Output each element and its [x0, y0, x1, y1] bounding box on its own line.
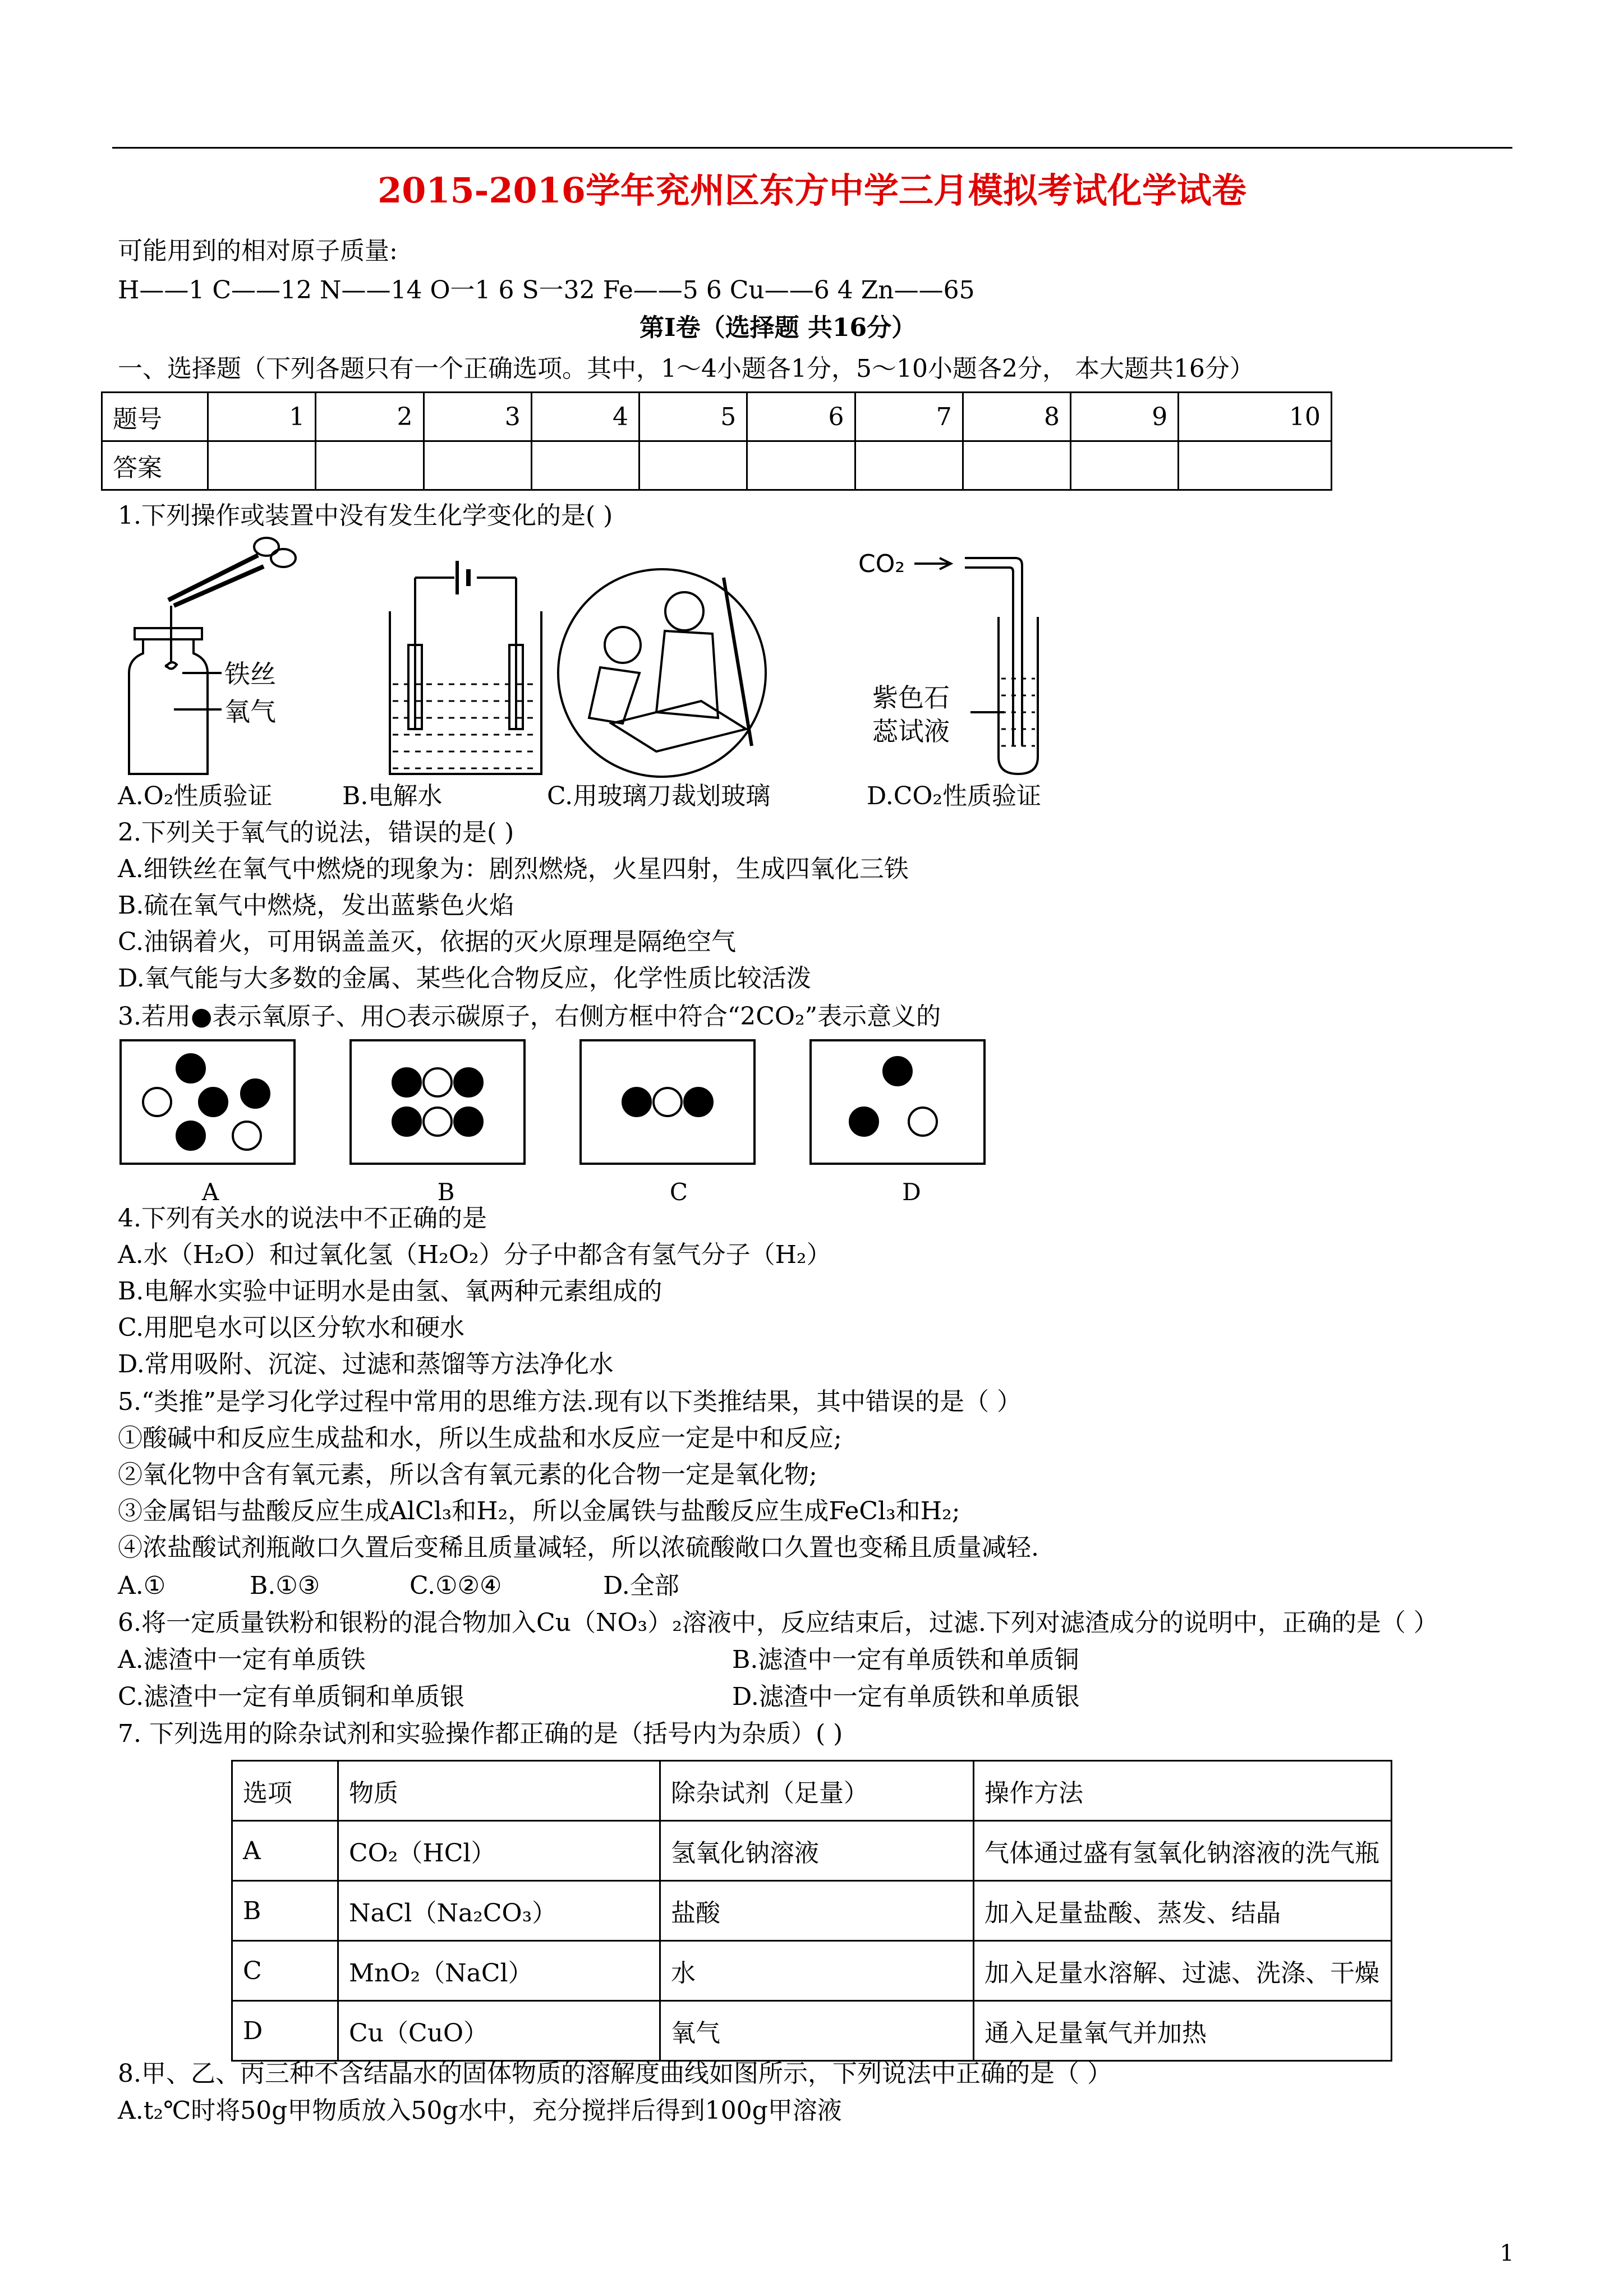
- q8-stem: 8.甲、乙、丙三种不含结晶水的固体物质的溶解度曲线如图所示，下列说法中正确的是（ ）: [118, 2059, 1112, 2088]
- box-label-b: B: [437, 1178, 455, 1206]
- q5-option-d: D.全部: [603, 1571, 679, 1600]
- q2-stem: 2.下列关于氧气的说法，错误的是( ): [118, 818, 514, 847]
- q6-option-a: A.滤渣中一定有单质铁: [118, 1645, 366, 1674]
- q1-option-d: D.CO₂性质验证: [867, 782, 1042, 810]
- q1-figures: [118, 533, 1071, 780]
- table-cell: CO₂（HCl）: [338, 1821, 660, 1881]
- question-number: 6: [747, 393, 855, 441]
- table-cell: Cu（CuO）: [338, 2001, 660, 2061]
- q1-stem: 1.下列操作或装置中没有发生化学变化的是( ): [118, 501, 613, 530]
- label-tiesi: 铁丝: [224, 659, 276, 689]
- question-number: 9: [1071, 393, 1179, 441]
- answer-cell[interactable]: [747, 441, 855, 490]
- q5-stem: 5.“类推”是学习化学过程中常用的思维方法.现有以下类推结果，其中错误的是（ ）: [118, 1387, 1022, 1416]
- q2-option-c: C.油锅着火，可用锅盖盖灭，依据的灭火原理是隔绝空气: [118, 928, 737, 956]
- answer-cell[interactable]: [208, 441, 316, 490]
- answer-cell[interactable]: [424, 441, 531, 490]
- table-cell: NaCl（Na₂CO₃）: [338, 1881, 660, 1941]
- q5-option-b: B.①③: [250, 1571, 320, 1600]
- table-row: [232, 1941, 1392, 2001]
- answer-cell[interactable]: [1179, 441, 1332, 490]
- label-yangqi: 氧气: [224, 697, 276, 727]
- table-cell: 水: [660, 1941, 974, 2001]
- q4-option-b: B.电解水实验中证明水是由氢、氧两种元素组成的: [118, 1277, 663, 1306]
- table-cell: B: [232, 1881, 338, 1941]
- question-number: 3: [424, 393, 531, 441]
- table-cell: 加入足量水溶解、过滤、洗涤、干燥: [974, 1941, 1392, 2001]
- answer-table-header: 题号: [102, 393, 208, 441]
- q8-option-a: A.t₂℃时将50g甲物质放入50g水中，充分搅拌后得到100g甲溶液: [118, 2096, 842, 2125]
- q7-stem: 7. 下列选用的除杂试剂和实验操作都正确的是（括号内为杂质）( ): [118, 1719, 843, 1748]
- box-label-d: D: [902, 1178, 921, 1206]
- q5-option-a: A.①: [118, 1571, 166, 1600]
- question-number: 2: [316, 393, 424, 441]
- table-cell: 盐酸: [660, 1881, 974, 1941]
- electrolysis-figure: [390, 561, 541, 774]
- q6-option-b: B.滤渣中一定有单质铁和单质铜: [732, 1645, 1079, 1674]
- table-cell: 氧气: [660, 2001, 974, 2061]
- q1-option-a: A.O₂性质验证: [118, 782, 273, 810]
- box-label-c: C: [669, 1178, 688, 1206]
- atomic-mass-label: 可能用到的相对原子质量:: [118, 237, 398, 265]
- page-number: 1: [1499, 2240, 1514, 2266]
- table-row: [232, 2001, 1392, 2061]
- q4-option-c: C.用肥皂水可以区分软水和硬水: [118, 1313, 465, 1342]
- q5-item-4: ④浓盐酸试剂瓶敞口久置后变稀且质量减轻，所以浓硫酸敞口久置也变稀且质量减轻.: [118, 1533, 1039, 1562]
- q2-option-d: D.氧气能与大多数的金属、某些化合物反应，化学性质比较活泼: [118, 964, 811, 993]
- table-row: [232, 1821, 1392, 1881]
- table-cell: 加入足量盐酸、蒸发、结晶: [974, 1881, 1392, 1941]
- top-rule: [112, 147, 1512, 149]
- molecule-box-b: [351, 1040, 525, 1164]
- answer-cell[interactable]: [855, 441, 963, 490]
- section-heading: 一、选择题（下列各题只有一个正确选项。其中，1～4小题各1分，5～10小题各2分， 本大题共16分）: [118, 354, 1254, 383]
- question-number: 4: [531, 393, 639, 441]
- table-header-cell: 除杂试剂（足量）: [660, 1761, 974, 1821]
- label-shirui2: 蕊试液: [872, 716, 950, 746]
- label-shirui: 紫色石: [872, 683, 950, 713]
- table-cell: D: [232, 2001, 338, 2061]
- glass-cutting-figure: [558, 569, 766, 777]
- table-header-cell: 选项: [232, 1761, 338, 1821]
- question-number: 5: [640, 393, 747, 441]
- exam-title: 2015-2016学年兖州区东方中学三月模拟考试化学试卷: [378, 170, 1246, 211]
- q1-option-b: B.电解水: [342, 782, 443, 810]
- oxygen-bottle-figure: [129, 538, 296, 774]
- table-cell: C: [232, 1941, 338, 2001]
- q5-item-3: ③金属铝与盐酸反应生成AlCl₃和H₂，所以金属铁与盐酸反应生成FeCl₃和H₂;: [118, 1497, 960, 1525]
- q6-stem: 6.将一定质量铁粉和银粉的混合物加入Cu（NO₃）₂溶液中，反应结束后，过滤.下列对滤渣成分的说明中，正确的是（ ）: [118, 1608, 1438, 1637]
- question-number: 8: [963, 393, 1070, 441]
- q4-option-a: A.水（H₂O）和过氧化氢（H₂O₂）分子中都含有氢气分子（H₂）: [118, 1241, 831, 1269]
- q2-option-b: B.硫在氧气中燃烧，发出蓝紫色火焰: [118, 891, 514, 920]
- box-label-a: A: [201, 1178, 219, 1206]
- q3-stem: 3.若用●表示氧原子、用○表示碳原子，右侧方框中符合“2CO₂”表示意义的: [118, 1002, 941, 1031]
- q3-molecule-boxes: [115, 1038, 1102, 1228]
- table-row: [232, 1881, 1392, 1941]
- part-heading: 第Ⅰ卷（选择题 共16分）: [640, 313, 917, 342]
- q4-stem: 4.下列有关水的说法中不正确的是: [118, 1204, 487, 1233]
- label-co2: CO₂: [858, 550, 905, 578]
- table-header-cell: 物质: [338, 1761, 660, 1821]
- table-header-cell: 操作方法: [974, 1761, 1392, 1821]
- q2-option-a: A.细铁丝在氧气中燃烧的现象为：剧烈燃烧，火星四射，生成四氧化三铁: [118, 855, 909, 883]
- purification-table: [231, 1760, 1392, 2062]
- answer-cell[interactable]: [1071, 441, 1179, 490]
- table-cell: 通入足量氧气并加热: [974, 2001, 1392, 2061]
- table-cell: A: [232, 1821, 338, 1881]
- answer-table: [101, 391, 1332, 491]
- table-cell: 氢氧化钠溶液: [660, 1821, 974, 1881]
- table-cell: MnO₂（NaCl）: [338, 1941, 660, 2001]
- answer-cell[interactable]: [640, 441, 747, 490]
- answer-cell[interactable]: [963, 441, 1070, 490]
- question-number: 1: [208, 393, 316, 441]
- table-cell: 气体通过盛有氢氧化钠溶液的洗气瓶: [974, 1821, 1392, 1881]
- q4-option-d: D.常用吸附、沉淀、过滤和蒸馏等方法净化水: [118, 1350, 614, 1378]
- q1-option-c: C.用玻璃刀裁划玻璃: [547, 782, 771, 810]
- atomic-mass-values: H——1 C——12 N——14 O一1 6 S一32 Fe——5 6 Cu——6 4 Zn——65: [118, 276, 975, 305]
- answer-cell[interactable]: [316, 441, 424, 490]
- q5-option-c: C.①②④: [410, 1571, 502, 1600]
- answer-cell[interactable]: [531, 441, 639, 490]
- question-number: 10: [1179, 393, 1332, 441]
- q6-option-c: C.滤渣中一定有单质铜和单质银: [118, 1682, 465, 1711]
- q6-option-d: D.滤渣中一定有单质铁和单质银: [732, 1682, 1080, 1711]
- q5-item-1: ①酸碱中和反应生成盐和水，所以生成盐和水反应一定是中和反应;: [118, 1424, 842, 1453]
- answer-table-header: 答案: [102, 441, 208, 490]
- q5-item-2: ②氧化物中含有氧元素，所以含有氧元素的化合物一定是氧化物;: [118, 1460, 817, 1489]
- question-number: 7: [855, 393, 963, 441]
